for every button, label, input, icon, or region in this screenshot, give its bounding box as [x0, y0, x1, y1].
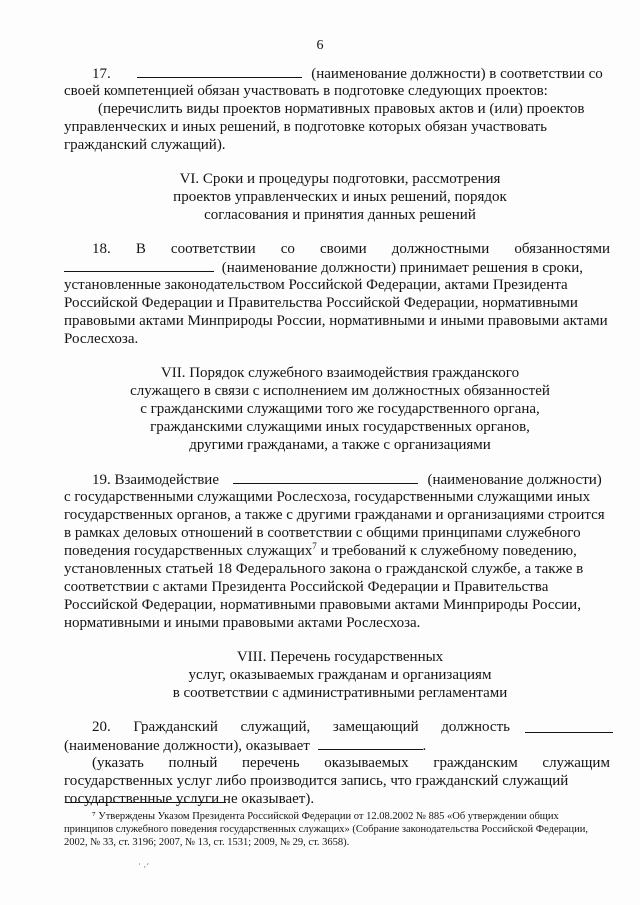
paragraph-18-line-3: установленные законодательством Российской Федерации, актами Президента [64, 277, 568, 293]
word: соответствии [170, 241, 256, 257]
paragraph-17-line-3: (перечислить виды проектов нормативных правовых актов и (или) проектов [98, 101, 585, 117]
section-7-heading-line-3: с гражданскими служащими того же государственного органа, [140, 401, 540, 417]
paragraph-20-line-3 [92, 754, 610, 772]
position-blank-line [525, 719, 613, 733]
section-7-heading-line-5: другими гражданами, а также с организациями [189, 437, 491, 453]
paragraph-19-line-3: государственных органов, а также с другими гражданами и организациями строится [64, 507, 605, 523]
word: служащий, [240, 719, 311, 735]
word: 18. [92, 241, 111, 257]
section-7-heading-line-1: VII. Порядок служебного взаимодействия гражданского [160, 365, 520, 381]
word: оказываемых [324, 755, 409, 771]
section-8-heading-line-2: услуг, оказываемых гражданам и организациям [188, 667, 492, 683]
paragraph-19-line-8: Российской Федерации, нормативными правовыми актами Минприроды России, [64, 597, 581, 613]
paragraph-17-line-5: гражданский служащий). [64, 137, 226, 153]
position-blank-line [64, 258, 214, 272]
scan-mark: ˙ ·´ [138, 862, 150, 872]
word: своими [320, 241, 367, 257]
section-8-heading-line-1: VIII. Перечень государственных [236, 649, 444, 665]
paragraph-19-line-9: нормативными и иными правовыми актами Рослесхоза. [64, 615, 421, 631]
paragraph-19-text: (наименование должности) [427, 472, 602, 488]
paragraph-18-line-1 [92, 240, 610, 258]
word: Гражданский [133, 719, 218, 735]
section-6-heading-line-2: проектов управленческих и иных решений, порядок [173, 189, 507, 205]
word: 20. [92, 719, 111, 735]
paragraph-20-line-4: государственных услуг либо производится запись, что гражданский служащий [64, 773, 569, 789]
period: . [422, 738, 427, 754]
section-8-heading-line-3: в соответствии с административными регламентами [172, 685, 508, 701]
footnote-line-3: 2002, № 33, ст. 3196; 2007, № 13, ст. 1531; 2009, № 29, ст. 3658). [64, 837, 350, 848]
paragraph-18-line-6: Рослесхоза. [64, 331, 139, 347]
paragraph-19-line-7: соответствии с актами Президента Российской Федерации и Правительства [64, 579, 549, 595]
paragraph-19-line-5 [64, 542, 577, 560]
paragraph-20-line-1 [92, 718, 510, 736]
paragraph-19-start: 19. Взаимодействие [92, 472, 219, 488]
position-blank-line [137, 64, 302, 78]
section-7-heading-line-2: служащего в связи с исполнением им должностных обязанностей [130, 383, 550, 399]
word: должностными [391, 241, 490, 257]
word: замещающий [332, 719, 419, 735]
paragraph-20-line-5: государственные услуги не оказывает). [64, 791, 315, 807]
paragraph-19-line-5-text-end: и требований к служебному поведению, [316, 543, 577, 559]
section-6-heading-line-1: VI. Сроки и процедуры подготовки, рассмотрения [179, 171, 501, 187]
paragraph-17-text: (наименование должности) в соответствии со [311, 66, 603, 82]
page-number: 6 [316, 38, 324, 53]
paragraph-18-text: (наименование должности) принимает решения в сроки, [221, 260, 584, 276]
section-7-heading-line-4: гражданскими служащими иных государственных органов, [150, 419, 530, 435]
paragraph-19-line-5-text: поведения государственных служащих [64, 543, 313, 559]
position-blank-line [233, 470, 418, 484]
footnote-line-1: ⁷ Утверждены Указом Президента Российской Федерации от 12.08.2002 № 885 «Об утверждении общих [92, 811, 559, 822]
word: гражданским [433, 755, 518, 771]
paragraph-17-line-2: своей компетенцией обязан участвовать в подготовке следующих проектов: [64, 83, 548, 99]
paragraph-20-line-2 [64, 736, 426, 755]
services-blank-line [318, 736, 423, 750]
footnote-reference: 7 [312, 541, 317, 551]
paragraph-18-line-5: правовыми актами Минприроды России, нормативными и иными правовыми актами [64, 313, 608, 329]
footnote-separator [66, 802, 226, 803]
paragraph-18-line-2 [64, 258, 583, 277]
section-6-heading-line-3: согласования и принятия данных решений [204, 207, 476, 223]
word: со [280, 241, 295, 257]
word: (указать [92, 755, 144, 771]
word: должность [441, 719, 510, 735]
word: полный [168, 755, 218, 771]
paragraph-20-text: (наименование должности), оказывает [64, 738, 310, 754]
paragraph-19-line-2: с государственными служащими Рослесхоза, государственными служащими иных [64, 489, 591, 505]
paragraph-19-line-1 [92, 470, 602, 489]
paragraph-17-line-1 [92, 64, 603, 83]
paragraph-19-line-6: установленных статьей 18 Федерального закона о гражданской службе, а также в [64, 561, 584, 577]
paragraph-17-number: 17. [92, 66, 111, 82]
paragraph-18-line-4: Российской Федерации и Правительства Российской Федерации, нормативными [64, 295, 578, 311]
word: В [135, 241, 146, 257]
footnote-line-2: принципов служебного поведения государственных служащих» (Собрание законодательства Российской Федерации, [64, 824, 589, 835]
paragraph-19-line-4: в рамках деловых отношений в соответствии с общими принципами служебного [64, 525, 581, 541]
paragraph-17-line-4: управленческих и иных решений, в подготовке которых обязан участвовать [64, 119, 548, 135]
word: обязанностями [514, 241, 610, 257]
word: служащим [542, 755, 610, 771]
word: перечень [242, 755, 300, 771]
